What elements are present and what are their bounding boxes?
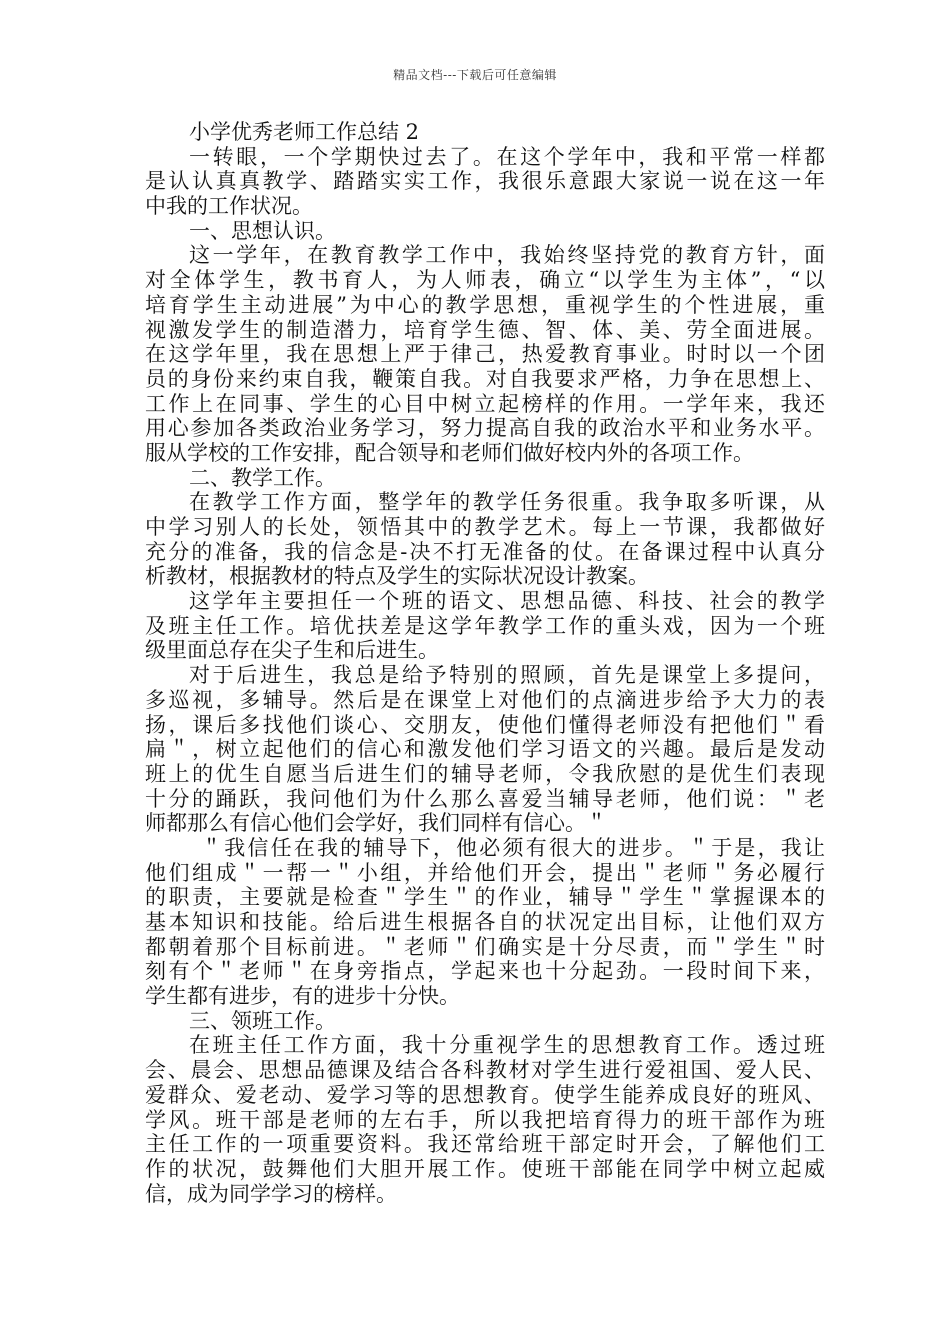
text-line: 都朝着那个目标前进。＂老师＂们确实是十分尽责，而＂学生＂时 [145,934,825,959]
text-line: 师都那么有信心他们会学好，我们同样有信心。＂ [145,811,607,836]
text-line: 扬，课后多找他们谈心、交朋友，使他们懂得老师没有把他们＂看 [145,712,825,737]
text-line: 在班主任工作方面，我十分重视学生的思想教育工作。透过班 [189,1033,825,1058]
text-line: 作的状况，鼓舞他们大胆开展工作。使班干部能在同学中树立起威 [145,1156,825,1181]
text-line: 这学年主要担任一个班的语文、思想品德、科技、社会的教学 [189,589,825,614]
text-line: 爱群众、爱老动、爱学习等的思想教育。使学生能养成良好的班风、 [145,1082,825,1107]
text-line: 十分的踊跃，我问他们为什么那么喜爱当辅导老师，他们说：＂老 [145,786,825,811]
text-line: 主任工作的一项重要资料。我还常给班干部定时开会，了解他们工 [145,1132,825,1157]
text-line: 他们组成＂一帮一＂小组，并给他们开会，提出＂老师＂务必履行 [145,860,825,885]
page-header: 精品文档---下载后可任意编辑 [393,68,557,82]
text-line: 在这学年里，我在思想上严于律己，热爱教育事业。时时以一个团 [145,342,825,367]
text-line: 刻有个＂老师＂在身旁指点，学起来也十分起劲。一段时间下来， [145,959,825,984]
text-line: 工作上在同事、学生的心目中树立起榜样的作用。一学年来，我还 [145,391,825,416]
text-line: 视激发学生的制造潜力，培育学生德、智、体、美、劳全面进展。 [145,317,825,342]
text-line: 多巡视，多辅导。然后是在课堂上对他们的点滴进步给予大力的表 [145,687,825,712]
text-line: 对全体学生，教书育人，为人师表，确立“以学生为主体”，“以 [145,268,825,293]
text-line: 用心参加各类政治业务学习，努力提高自我的政治水平和业务水平。 [145,416,825,441]
section-heading-thought: 一、思想认识。 [189,218,336,243]
text-line: 会、晨会、思想品德课及结合各科教材对学生进行爱祖国、爱人民、 [145,1058,825,1083]
text-line: 服从学校的工作安排，配合领导和老师们做好校内外的各项工作。 [145,440,754,465]
document-title: 小学优秀老师工作总结 2 [189,120,420,144]
text-line: 中我的工作状况。 [145,194,313,219]
document-body [145,120,825,1206]
text-line: 员的身份来约束自我，鞭策自我。对自我要求严格，力争在思想上、 [145,366,825,391]
text-line: 班上的优生自愿当后进生们的辅导老师，令我欣慰的是优生们表现 [145,761,825,786]
text-line: 在教学工作方面，整学年的教学任务很重。我争取多听课，从 [189,490,825,515]
text-line: 一转眼，一个学期快过去了。在这个学年中，我和平常一样都 [189,144,825,169]
text-line: 及班主任工作。培优扶差是这学年教学工作的重头戏，因为一个班 [145,613,825,638]
text-line: 的职责，主要就是检查＂学生＂的作业，辅导＂学生＂掌握课本的 [145,885,825,910]
section-heading-teaching: 二、教学工作。 [189,465,336,490]
text-line: ＂我信任在我的辅导下，他必须有很大的进步。＂于是，我让 [201,835,825,860]
text-line: 对于后进生，我总是给予特别的照顾，首先是课堂上多提问， [189,663,825,688]
text-line: 培育学生主动进展”为中心的教学思想，重视学生的个性进展，重 [145,292,825,317]
text-line: 级里面总存在尖子生和后进生。 [145,638,439,663]
text-line: 中学习别人的长处，领悟其中的教学艺术。每上一节课，我都做好 [145,515,825,539]
text-line: 充分的准备，我的信念是-决不打无准备的仗。在备课过程中认真分 [145,539,825,564]
text-line: 扁＂，树立起他们的信心和激发他们学习语文的兴趣。最后是发动 [145,737,825,762]
text-line: 析教材，根据教材的特点及学生的实际状况设计教案。 [145,564,649,589]
text-line: 这一学年，在教育教学工作中，我始终坚持党的教育方针，面 [189,243,825,268]
text-line: 基本知识和技能。给后进生根据各自的状况定出目标，让他们双方 [145,910,825,934]
text-line: 学生都有进步，有的进步十分快。 [145,984,460,1009]
text-line: 学风。班干部是老师的左右手，所以我把培育得力的班干部作为班 [145,1107,825,1132]
text-line: 是认认真真教学、踏踏实实工作，我很乐意跟大家说一说在这一年 [145,169,825,194]
section-heading-class-leading: 三、领班工作。 [189,1008,336,1033]
text-line: 信，成为同学学习的榜样。 [145,1181,397,1206]
